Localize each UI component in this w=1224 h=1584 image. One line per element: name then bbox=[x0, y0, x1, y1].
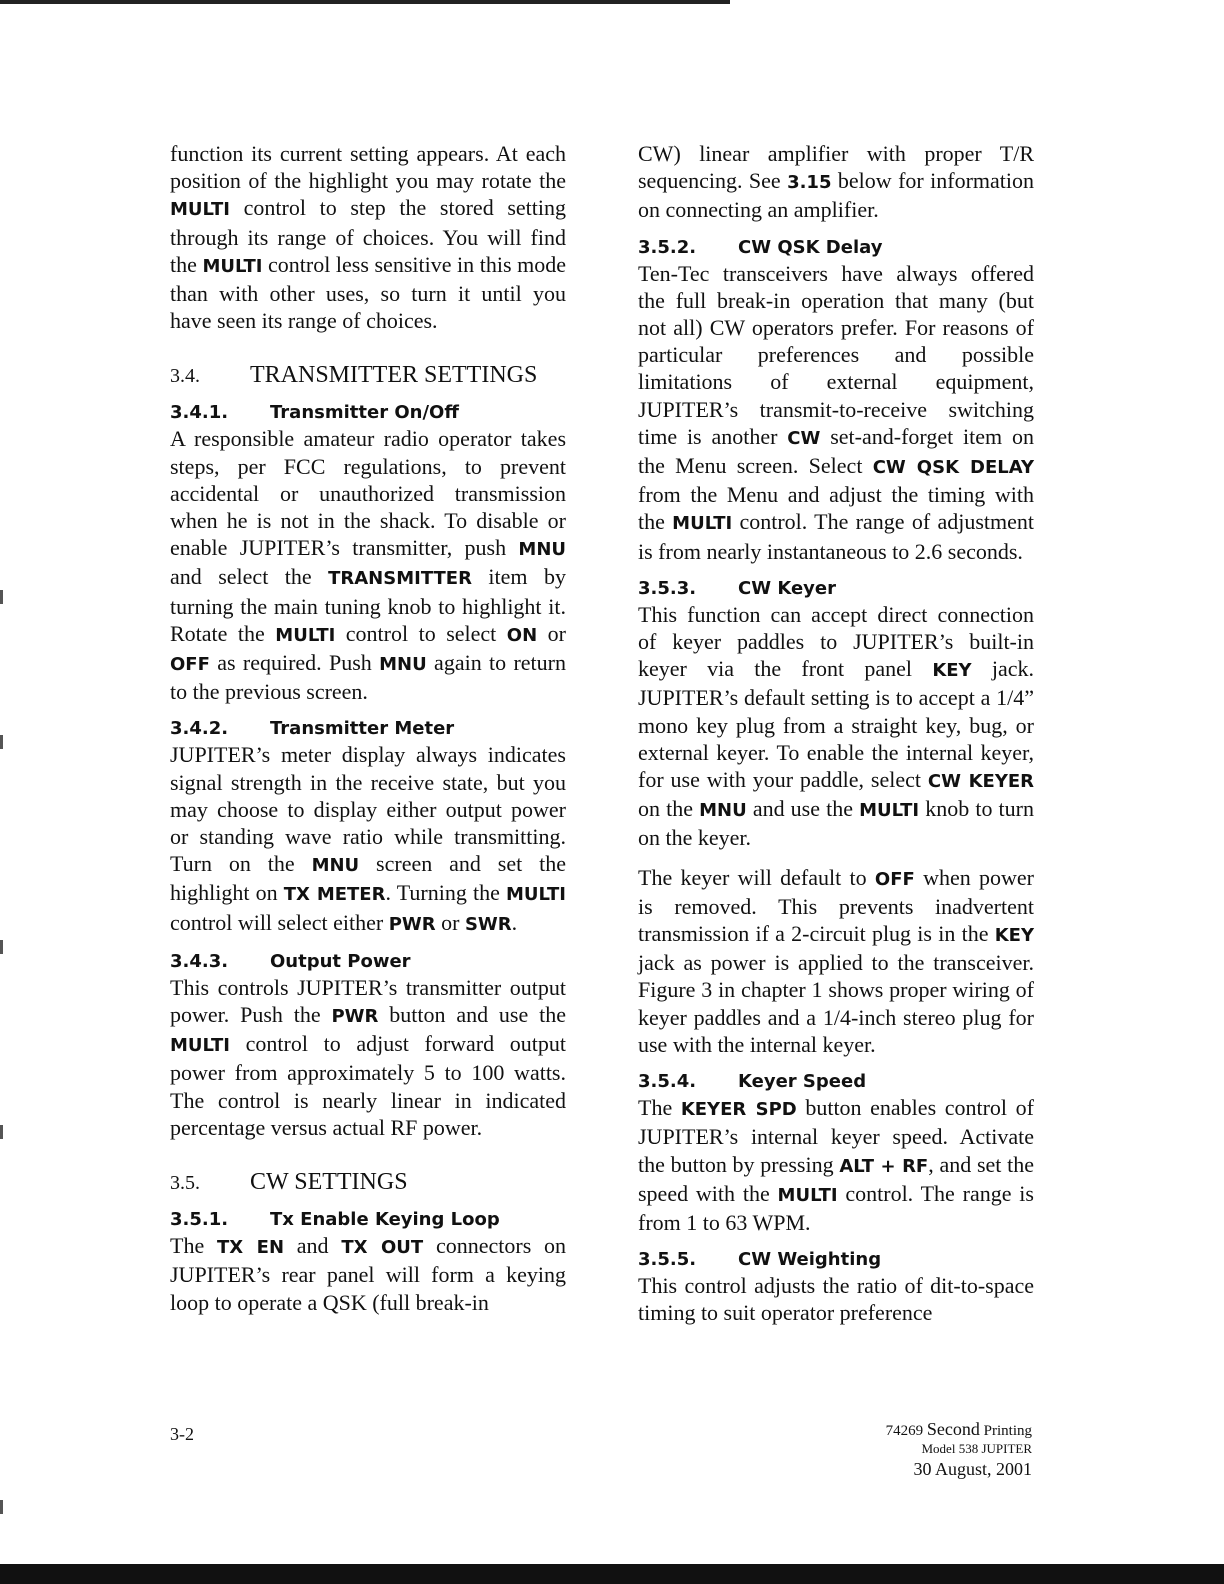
text-run: or bbox=[537, 620, 566, 646]
paragraph-transmitter-on-off bbox=[170, 425, 566, 705]
control-label: TX EN bbox=[216, 1237, 285, 1259]
scan-edge-mark bbox=[0, 735, 3, 749]
control-label: MULTI bbox=[672, 513, 733, 535]
section-heading-3-5 bbox=[170, 1167, 566, 1198]
text-run: This control adjusts the ratio of dit-to-space timing to suit operator preference bbox=[638, 1273, 1034, 1326]
control-label: PWR bbox=[388, 913, 436, 935]
control-label: 3.15 bbox=[787, 172, 832, 194]
text-run: control. The range of adjustment is from nearly instantaneous to 2.6 seconds. bbox=[638, 509, 1034, 564]
scan-top-edge bbox=[0, 0, 730, 4]
control-label: MULTI bbox=[170, 199, 230, 221]
text-run: below for information on connecting an amplifier. bbox=[638, 168, 1034, 223]
text-run: This controls JUPITER’s transmitter output power. Push the bbox=[170, 974, 566, 1028]
subsection-number: 3.5.2. bbox=[638, 236, 697, 258]
subsection-title: Tx Enable Keying Loop bbox=[270, 1209, 500, 1231]
subsection-heading-3-5-3 bbox=[638, 577, 1034, 601]
section-number: 3.5. bbox=[170, 1172, 200, 1195]
control-label: MULTI bbox=[506, 884, 566, 906]
text-run: screen and set the highlight on bbox=[170, 851, 566, 906]
footer-printing-line bbox=[732, 1420, 1032, 1440]
paragraph-keyer-default bbox=[638, 864, 1034, 1058]
control-label: TRANSMITTER bbox=[328, 568, 472, 590]
paragraph-cw-qsk-delay bbox=[638, 260, 1034, 565]
paragraph-output-power bbox=[170, 974, 566, 1141]
control-label: MNU bbox=[379, 654, 427, 676]
section-title: CW SETTINGS bbox=[250, 1169, 408, 1196]
subsection-number: 3.5.1. bbox=[170, 1209, 229, 1231]
text-run: control to select bbox=[335, 620, 507, 646]
paragraph-continued bbox=[638, 140, 1034, 224]
text-run: jack. JUPITER’s default setting is to accept a 1/4” mono key plug from a straight key, bug, or external keyer. To enable the internal keyer, for use with your paddle, select bbox=[638, 656, 1034, 793]
text-run: JUPITER’s meter display always indicates signal strength in the receive state, but you may choose to display either output power or standing wave ratio while transmitting. Turn on the bbox=[170, 742, 566, 877]
text-run: or bbox=[435, 909, 465, 935]
control-label: MNU bbox=[518, 539, 566, 561]
text-run: from the Menu and adjust the timing with the bbox=[638, 482, 1034, 535]
subsection-heading-3-5-4 bbox=[638, 1070, 1034, 1094]
text-run: and use the bbox=[746, 796, 860, 822]
control-label: CW KEYER bbox=[927, 771, 1035, 793]
footer-model: Model 538 JUPITER bbox=[921, 1441, 1032, 1456]
control-label: CW bbox=[787, 427, 821, 449]
text-run: control to step the stored setting through its range of choices. You will find the bbox=[170, 195, 566, 277]
footer-date: 30 August, 2001 bbox=[913, 1459, 1032, 1479]
paragraph-intro bbox=[170, 140, 566, 334]
text-run: button and use the bbox=[378, 1002, 566, 1028]
scan-edge-mark bbox=[0, 940, 3, 954]
left-column bbox=[170, 140, 566, 1316]
text-run: jack as power is applied to the transceiver. Figure 3 in chapter 1 shows proper wiring of keyer paddles and a 1/4-inch stereo plug for use with the internal keyer. bbox=[638, 950, 1034, 1057]
control-label: OFF bbox=[874, 868, 915, 890]
control-label: MULTI bbox=[275, 624, 336, 646]
control-label: OFF bbox=[170, 654, 210, 676]
paragraph-keyer-speed bbox=[638, 1094, 1034, 1236]
subsection-title: Transmitter Meter bbox=[270, 718, 455, 740]
subsection-number: 3.5.3. bbox=[638, 577, 697, 599]
text-run: . bbox=[511, 909, 518, 935]
text-run: set-and-forget item on the Menu screen. Select bbox=[638, 423, 1035, 479]
text-run: again to return to the previous screen. bbox=[170, 650, 566, 705]
text-run: and select the bbox=[170, 564, 329, 590]
subsection-heading-3-5-2 bbox=[638, 236, 1034, 260]
section-title: TRANSMITTER SETTINGS bbox=[250, 362, 538, 389]
control-label: PWR bbox=[331, 1006, 379, 1028]
text-run: control. The range is from 1 to 63 WPM. bbox=[638, 1180, 1034, 1235]
control-label: KEY bbox=[994, 925, 1034, 947]
subsection-title: Transmitter On/Off bbox=[270, 402, 459, 424]
control-label: KEY bbox=[932, 660, 972, 682]
paragraph-cw-keyer bbox=[638, 601, 1034, 852]
text-run: control will select either bbox=[170, 909, 389, 935]
text-run: item by turning the main tuning knob to highlight it. Rotate the bbox=[170, 564, 566, 646]
text-run: CW) linear amplifier with proper T/R sequencing. See bbox=[638, 141, 1034, 194]
scan-edge-mark bbox=[0, 1125, 3, 1139]
text-run: Ten-Tec transceivers have always offered the full break-in operation that many (but not all) CW operators prefer. For reasons of particular preferences and possible limitations of external equipment, JUPITER’s transmit-to-receive switching time is another bbox=[638, 260, 1034, 449]
subsection-heading-3-4-1 bbox=[170, 401, 566, 425]
subsection-title: CW Weighting bbox=[738, 1249, 882, 1271]
text-run: , and set the speed with the bbox=[638, 1151, 1034, 1206]
subsection-title: CW Keyer bbox=[738, 577, 836, 599]
control-label: MULTI bbox=[859, 800, 920, 822]
text-run: as required. Push bbox=[209, 650, 380, 676]
subsection-number: 3.5.4. bbox=[638, 1071, 697, 1093]
control-label: MULTI bbox=[202, 255, 263, 277]
scan-bottom-edge bbox=[0, 1564, 1224, 1584]
subsection-heading-3-5-5 bbox=[638, 1248, 1034, 1272]
control-label: MNU bbox=[699, 800, 747, 822]
control-label: KEYER SPD bbox=[680, 1099, 797, 1121]
subsection-title: CW QSK Delay bbox=[738, 236, 883, 258]
text-run: control less sensitive in this mode than with other uses, so turn it until you have seen its range of choices. bbox=[170, 251, 566, 334]
control-label: TX METER bbox=[283, 884, 386, 906]
control-label: TX OUT bbox=[341, 1237, 424, 1259]
text-run: The bbox=[170, 1233, 217, 1259]
subsection-title: Keyer Speed bbox=[738, 1071, 867, 1093]
control-label: MULTI bbox=[170, 1035, 230, 1057]
control-label: SWR bbox=[464, 913, 512, 935]
control-label: ALT + RF bbox=[839, 1155, 929, 1177]
text-run: connectors on JUPITER’s rear panel will form a keying loop to operate a QSK (full break-in bbox=[170, 1233, 567, 1315]
text-run: A responsible amateur radio operator takes steps, per FCC regulations, to prevent accidental or unauthorized transmission when he is not in the shack. To disable or enable JUPITER’s transmitter, push bbox=[170, 426, 566, 561]
text-run: knob to turn on the keyer. bbox=[638, 796, 1034, 851]
text-run: button enables control of JUPITER’s internal keyer speed. Activate the button by pressing bbox=[638, 1095, 1034, 1177]
page-number: 3-2 bbox=[170, 1424, 194, 1444]
text-run: The keyer will default to bbox=[638, 864, 875, 890]
text-run: This function can accept direct connection of keyer paddles to JUPITER’s built-in keyer via the front panel bbox=[638, 601, 1034, 682]
subsection-number: 3.4.3. bbox=[170, 950, 229, 972]
text-run: when power is removed. This prevents inadvertent transmission if a 2-circuit plug is in the bbox=[638, 864, 1034, 947]
footer-part-number: 74269 bbox=[885, 1423, 927, 1439]
right-column bbox=[638, 140, 1034, 1327]
text-run: . Turning the bbox=[385, 880, 506, 906]
text-run: The bbox=[638, 1095, 681, 1121]
control-label: CW QSK DELAY bbox=[872, 457, 1034, 479]
subsection-number: 3.4.1. bbox=[170, 402, 229, 424]
subsection-number: 3.5.5. bbox=[638, 1249, 697, 1271]
text-run: on the bbox=[638, 796, 700, 822]
footer-printing-suffix: Printing bbox=[979, 1423, 1032, 1439]
subsection-heading-3-4-3 bbox=[170, 950, 566, 974]
subsection-heading-3-4-2 bbox=[170, 717, 566, 741]
paragraph-transmitter-meter bbox=[170, 741, 566, 937]
paragraph-cw-weighting bbox=[638, 1272, 1034, 1326]
control-label: MNU bbox=[311, 855, 360, 877]
control-label: MULTI bbox=[777, 1184, 838, 1206]
control-label: ON bbox=[506, 624, 538, 646]
footer-info bbox=[732, 1420, 1032, 1481]
footer-printing-word: Second bbox=[926, 1419, 980, 1439]
section-number: 3.4. bbox=[170, 365, 200, 388]
scan-edge-mark bbox=[0, 590, 3, 604]
subsection-title: Output Power bbox=[270, 950, 411, 972]
section-heading-3-4 bbox=[170, 360, 566, 391]
text-run: function its current setting appears. At each position of the highlight you may rotate the bbox=[170, 141, 566, 194]
paragraph-tx-enable-keying-loop bbox=[170, 1232, 566, 1316]
text-run: and bbox=[284, 1233, 342, 1259]
text-run: control to adjust forward output power from approximately 5 to 100 watts. The control is nearly linear in indicated percentage versus actual RF power. bbox=[170, 1031, 566, 1140]
subsection-number: 3.4.2. bbox=[170, 718, 229, 740]
subsection-heading-3-5-1 bbox=[170, 1208, 566, 1232]
scan-edge-mark bbox=[0, 1500, 3, 1514]
